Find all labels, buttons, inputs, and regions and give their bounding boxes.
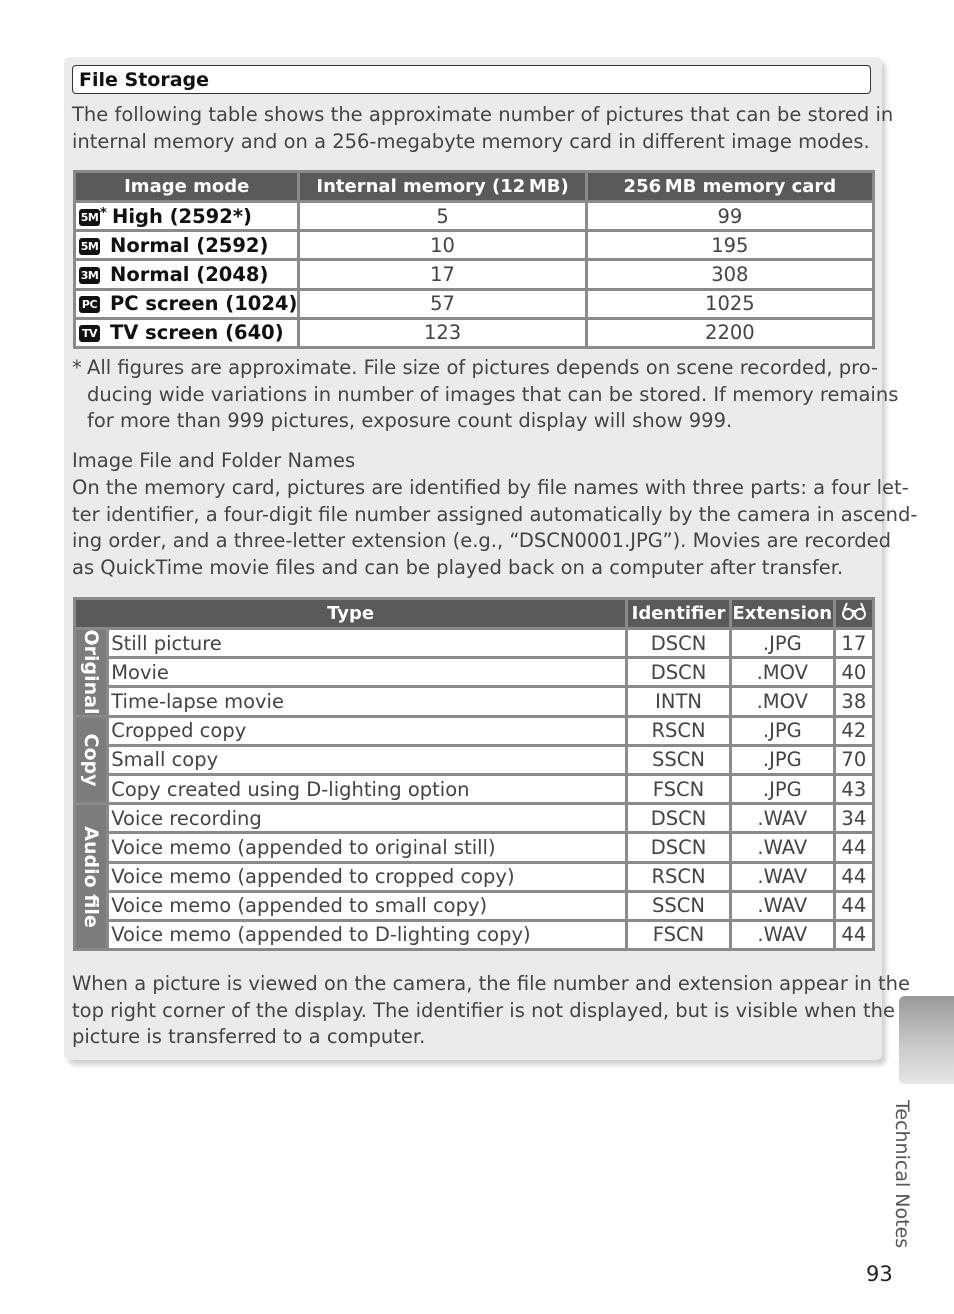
footnote bbox=[72, 355, 899, 435]
body-line: On the memory card, pictures are identified by file names with three parts: a four let- bbox=[72, 476, 909, 499]
group-label: Copy bbox=[80, 733, 103, 787]
body-line: ter identifier, a four-digit file number assigned automatically by the camera in ascend- bbox=[72, 502, 918, 526]
file-identifier: FSCN bbox=[628, 776, 729, 802]
image-mode-icon: 5M bbox=[80, 239, 99, 253]
header-internal-memory: Internal memory (12 MB) bbox=[300, 173, 584, 200]
card-count: 1025 bbox=[588, 291, 872, 317]
file-type: Voice memo (appended to D-lighting copy) bbox=[109, 922, 625, 948]
image-mode-label: TV screen (640) bbox=[110, 321, 284, 345]
file-identifier: DSCN bbox=[628, 630, 729, 656]
file-extension: .WAV bbox=[732, 834, 833, 860]
group-original bbox=[76, 630, 106, 715]
file-identifier: RSCN bbox=[628, 864, 729, 890]
closing-line: picture is transferred to a computer. bbox=[72, 1025, 426, 1049]
table-row bbox=[76, 893, 872, 919]
image-mode-icon: 3M bbox=[80, 268, 99, 282]
page-ref: 17 bbox=[836, 630, 872, 656]
closing-line: top right corner of the display. The identifier is not displayed, but is visible when the bbox=[72, 998, 895, 1022]
image-mode-cell bbox=[76, 291, 297, 317]
file-identifier: DSCN bbox=[628, 834, 729, 860]
internal-count: 10 bbox=[300, 232, 584, 258]
file-extension: .WAV bbox=[732, 893, 833, 919]
internal-count: 5 bbox=[300, 203, 584, 229]
subheading: Image File and Folder Names bbox=[72, 449, 356, 472]
table-row bbox=[76, 261, 872, 287]
group-copy bbox=[76, 718, 106, 803]
table-row bbox=[76, 864, 872, 890]
header-type: Type bbox=[76, 600, 625, 627]
page-ref: 44 bbox=[836, 893, 872, 919]
table-row bbox=[76, 747, 872, 773]
image-mode-cell bbox=[76, 320, 297, 346]
card-count: 2200 bbox=[588, 320, 872, 346]
storage-table-header bbox=[76, 173, 872, 200]
body-line: as QuickTime movie files and can be played back on a computer after transfer. bbox=[72, 556, 844, 580]
storage-table bbox=[73, 170, 875, 349]
file-extension: .WAV bbox=[732, 864, 833, 890]
body-line: ing order, and a three-letter extension (e.g., “DSCN0001.JPG”). Movies are recorded bbox=[72, 529, 892, 553]
naming-paragraph bbox=[72, 475, 918, 582]
page-ref: 42 bbox=[836, 718, 872, 744]
file-identifier: DSCN bbox=[628, 805, 729, 831]
file-type: Voice recording bbox=[109, 805, 625, 831]
footnote-marker: * bbox=[72, 356, 82, 379]
file-type: Still picture bbox=[109, 630, 625, 656]
file-extension: .WAV bbox=[732, 922, 833, 948]
page-ref: 44 bbox=[836, 922, 872, 948]
table-row bbox=[76, 232, 872, 258]
file-type: Voice memo (appended to small copy) bbox=[109, 893, 625, 919]
image-mode-icon: TV bbox=[79, 325, 100, 342]
section-title: File Storage bbox=[79, 69, 210, 91]
binoculars-icon bbox=[841, 601, 867, 621]
table-row bbox=[76, 203, 872, 229]
section-thumb-tab bbox=[899, 996, 954, 1084]
header-extension: Extension bbox=[732, 600, 833, 627]
header-page-ref bbox=[836, 600, 872, 627]
card-count: 99 bbox=[588, 203, 872, 229]
footnote-line: ducing wide variations in number of images that can be stored. If memory remains bbox=[87, 382, 899, 406]
file-extension: .JPG bbox=[732, 630, 833, 656]
intro-line: The following table shows the approximate number of pictures that can be stored in bbox=[72, 103, 894, 126]
table-row bbox=[76, 630, 872, 656]
file-extension: .JPG bbox=[732, 747, 833, 773]
file-identifier: INTN bbox=[628, 688, 729, 714]
file-extension: .WAV bbox=[732, 805, 833, 831]
file-type: Movie bbox=[109, 659, 625, 685]
file-type: Small copy bbox=[109, 747, 625, 773]
page-number: 93 bbox=[866, 1262, 893, 1286]
footnote-line: for more than 999 pictures, exposure count display will show 999. bbox=[87, 409, 733, 433]
page-ref: 34 bbox=[836, 805, 872, 831]
group-audio-file bbox=[76, 805, 106, 948]
table-row bbox=[76, 776, 872, 802]
file-type: Cropped copy bbox=[109, 718, 625, 744]
closing-line: When a picture is viewed on the camera, the file number and extension appear in the bbox=[72, 972, 911, 995]
table-row bbox=[76, 659, 872, 685]
file-naming-table bbox=[73, 597, 875, 951]
page-ref: 44 bbox=[836, 834, 872, 860]
group-label: Original bbox=[80, 629, 103, 715]
file-identifier: RSCN bbox=[628, 718, 729, 744]
closing-paragraph bbox=[72, 971, 911, 1051]
card-count: 308 bbox=[588, 261, 872, 287]
page-ref: 43 bbox=[836, 776, 872, 802]
image-mode-cell bbox=[76, 203, 297, 229]
page-ref: 38 bbox=[836, 688, 872, 714]
card-count: 195 bbox=[588, 232, 872, 258]
table-row bbox=[76, 834, 872, 860]
page-ref: 44 bbox=[836, 864, 872, 890]
table-row bbox=[76, 922, 872, 948]
image-mode-icon: 5M bbox=[80, 210, 99, 224]
table-row bbox=[76, 805, 872, 831]
table-row bbox=[76, 291, 872, 317]
file-type: Voice memo (appended to original still) bbox=[109, 834, 625, 860]
image-mode-icon: PC bbox=[79, 296, 100, 313]
file-naming-table-header bbox=[76, 600, 872, 627]
group-label: Audio file bbox=[80, 825, 103, 928]
section-title-box bbox=[72, 65, 871, 94]
image-mode-label: PC screen (1024) bbox=[110, 292, 298, 316]
internal-count: 123 bbox=[300, 320, 584, 346]
file-extension: .JPG bbox=[732, 776, 833, 802]
file-identifier: SSCN bbox=[628, 893, 729, 919]
image-mode-label: High (2592*) bbox=[112, 204, 252, 228]
page-ref: 40 bbox=[836, 659, 872, 685]
header-memory-card: 256 MB memory card bbox=[588, 173, 872, 200]
internal-count: 17 bbox=[300, 261, 584, 287]
file-identifier: SSCN bbox=[628, 747, 729, 773]
section-tab-label: Technical Notes bbox=[891, 1100, 913, 1249]
header-image-mode: Image mode bbox=[76, 173, 297, 200]
file-extension: .MOV bbox=[732, 659, 833, 685]
internal-count: 57 bbox=[300, 291, 584, 317]
table-row bbox=[76, 688, 872, 714]
image-mode-cell bbox=[76, 261, 297, 287]
file-type: Voice memo (appended to cropped copy) bbox=[109, 864, 625, 890]
image-mode-label: Normal (2592) bbox=[110, 233, 269, 257]
file-type: Time-lapse movie bbox=[109, 688, 625, 714]
table-row bbox=[76, 320, 872, 346]
header-identifier: Identifier bbox=[628, 600, 729, 627]
fine-star-icon: * bbox=[100, 205, 107, 221]
file-identifier: DSCN bbox=[628, 659, 729, 685]
intro-paragraph bbox=[72, 102, 894, 155]
intro-line: internal memory and on a 256-megabyte memory card in different image modes. bbox=[72, 129, 870, 153]
image-mode-label: Normal (2048) bbox=[110, 262, 269, 286]
file-identifier: FSCN bbox=[628, 922, 729, 948]
file-extension: .JPG bbox=[732, 718, 833, 744]
page-ref: 70 bbox=[836, 747, 872, 773]
table-row bbox=[76, 718, 872, 744]
file-type: Copy created using D-lighting option bbox=[109, 776, 625, 802]
footnote-line: All figures are approximate. File size of pictures depends on scene recorded, pro- bbox=[87, 356, 879, 379]
file-extension: .MOV bbox=[732, 688, 833, 714]
image-mode-cell bbox=[76, 232, 297, 258]
